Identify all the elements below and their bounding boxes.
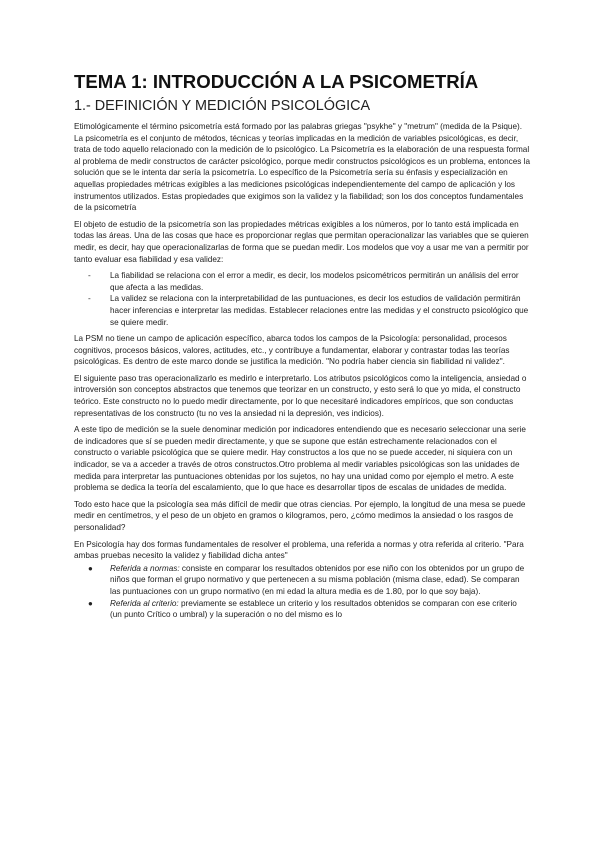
paragraph-difficulty: Todo esto hace que la psicología sea más difícil de medir que otras ciencias. Por ejemplo, la longitud de una mesa se puede medir en centímetros, y el peso de un objeto en gramos o kilogramos, pero, ¿cómo medimos la ansiedad o los rasgos de personalidad? [74,499,526,532]
paragraph-definition: Etimológicamente el término psicometría está formado por las palabras griegas "psykhe" y "metrum" (medida de la Psique). La psicometría es el conjunto de métodos, técnicas y teorías implicadas en la medición de variables psicológicas, es decir, trata de todo aquello relacionado con la medición de lo psicológico. La Psicometría es la elaboración de una respuesta formal al problema de medir constructos de carácter psicológico, porque medir constructos psicológicos es un problema, entonces la solución que se le intenta dar sería la psicometría. Lo específico de la Psicometría sería su énfasis y especialización en aquellas propiedades métricas exigibles a las mediciones psicológicas independientemente del campo de aplicación y los instrumentos utilizados. Estas propiedades que exigimos son la validez y la fiabilidad; son los dos conceptos fundamentales de la psicometría [74,122,531,213]
dash-marker: - [88,294,91,304]
section-title: 1.- DEFINICIÓN Y MEDICIÓN PSICOLÓGICA [74,98,371,114]
list-item [74,598,530,621]
dash-marker: - [88,271,91,281]
bullet-list [74,563,530,621]
list-item-text: La validez se relaciona con la interpretabilidad de las puntuaciones, es decir los estudios de validación permitirán hacer inferencias e interpretar las medidas. Establecer relaciones entre las medidas y el constructo psicológico que se quiere medir. [110,294,529,327]
list-item [74,270,530,293]
paragraph-object-of-study: El objeto de estudio de la psicometría son las propiedades métricas exigibles a los números, por lo tanto está implicada en todas las áreas. Una de las cosas que hace es proporcionar reglas que permitan operacionalizar las variables que se quieren medir, es decir, hay que operacionalizarlas de forma que se puedan medir. Los modelos que voy a usar me van a permitir por tanto evaluar esa fiabilidad y esa validez: [74,219,529,264]
list-item [74,563,530,598]
list-item-text: La fiabilidad se relaciona con el error a medir, es decir, los modelos psicométricos permitirán un análisis del error que afecta a las medidas. [110,271,519,292]
dash-list [74,270,530,328]
paragraph-next-step: El siguiente paso tras operacionalizarlo es medirlo e interpretarlo. Los atributos psicológicos como la inteligencia, ansiedad o introversión son conceptos abstractos que tenemos que teorizar en un constructo, y esto será lo que yo mida, el constructo teórico. Este constructo no lo puedo medir directamente, por lo que necesitaré indicadores empíricos, que son conductas representativas de los constructo (tu no ves la ansiedad ni la depresión, ves indicios). [74,373,527,418]
list-item-text: previamente se establece un criterio y los resultados obtenidos se comparan con ese criterio (un punto Crítico o umbral) y la superación o no del mismo es lo [110,598,517,620]
bullet-marker: ● [88,598,93,608]
document-title: TEMA 1: INTRODUCCIÓN A LA PSICOMETRÍA [74,71,479,92]
list-item-text: consiste en comparar los resultados obtenidos por ese niño con los obtenidos por un grupo de niños que forman el grupo normativo y que pertenecen a su misma población (misma clase, edad). Se comparan las puntuaciones con un grupo normativo (en mi edad la altura media es de 1.80, por lo que soy baja). [110,563,525,596]
list-item [74,293,530,328]
bullet-marker: ● [88,563,93,573]
list-item-term: Referida al criterio: [110,598,179,608]
paragraph-indicators: A este tipo de medición se la suele denominar medición por indicadores entendiendo que es necesario seleccionar una serie de indicadores que sí se pueden medir directamente, y que se supone que están estrechamente relacionados con el constructo o variable psicológica que se quiere medir. Hay constructos a los que no se puede acceder, ni siquiera con un indicador, se va a acceder a través de otros constructos.Otro problema al medir variables psicológicas son las unidades de medida para interpretar las puntuaciones obtenidas por los sujetos, no hay una unidad como por ejemplo el metro. A este problema se dedica la teoría del escalamiento, que lo que hace es desarrollar tipos de escalas de unidades de medida. [74,425,526,493]
document-content [74,70,530,626]
paragraph-psm-scope: La PSM no tiene un campo de aplicación específico, abarca todos los campos de la Psicología: personalidad, procesos cognitivos, procesos básicos, valores, actitudes, etc., y contribuye a fundamentar, elaborar y contrastar todas las teorías psicológicas. Es dentro de este marco donde se justifica la medición. "No podría haber ciencia sin fiabilidad ni validez". [74,334,510,367]
paragraph-two-forms: En Psicología hay dos formas fundamentales de resolver el problema, una referida a normas y otra referida al criterio. "Para ambas pruebas necesito la validez y fiabilidad dicha antes" [74,539,524,561]
list-item-term: Referida a normas: [110,563,180,573]
